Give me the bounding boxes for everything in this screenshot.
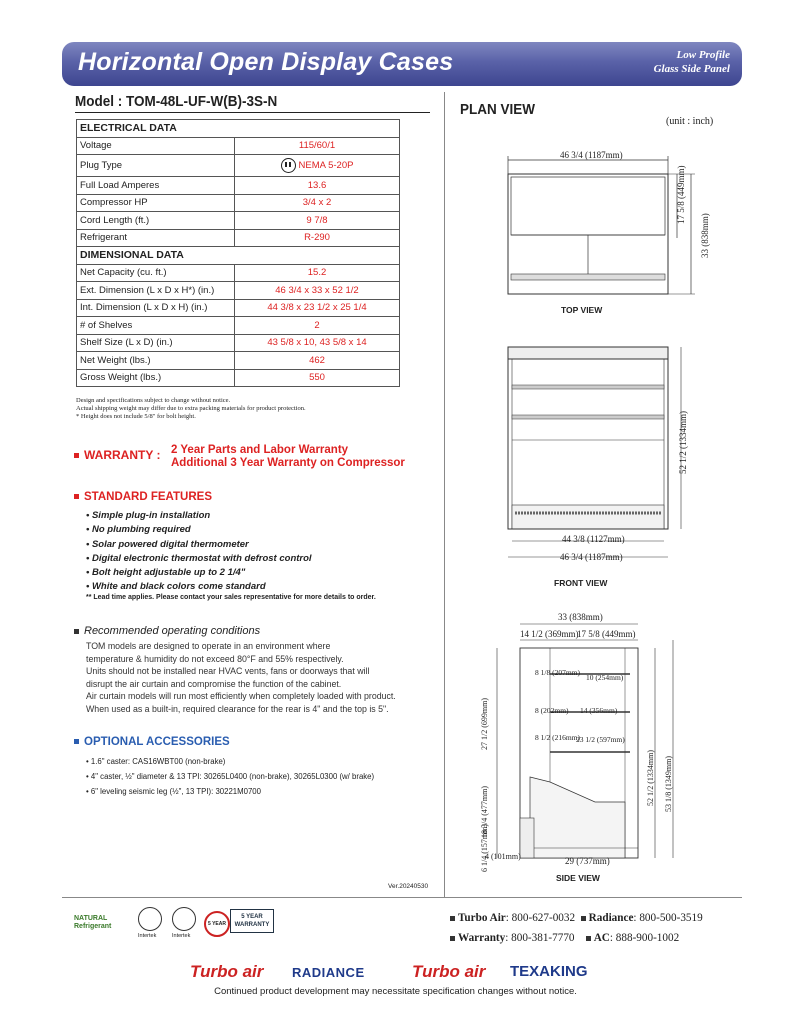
spec-label: Int. Dimension (L x D x H) (in.) xyxy=(77,299,235,317)
table-row xyxy=(77,194,400,212)
brand-logos xyxy=(190,960,610,984)
warranty-label-text: WARRANTY : xyxy=(84,448,161,462)
note-line: * Height does not include 5/8" for bolt height. xyxy=(76,413,196,420)
contact-info xyxy=(450,908,703,948)
spec-value: 44 3/8 x 23 1/2 x 25 1/4 xyxy=(235,299,400,317)
unit-label: (unit : inch) xyxy=(666,116,714,127)
plug-icon xyxy=(281,158,296,173)
top-view-label: TOP VIEW xyxy=(561,305,603,315)
dim-side-18: 18 3/4 (477mm) xyxy=(480,786,489,838)
table-row xyxy=(77,229,400,247)
dim-side-17: 17 5/8 (449mm) xyxy=(577,629,636,639)
contact-name: Warranty xyxy=(458,932,506,944)
table-row xyxy=(77,369,400,387)
dim-side-29: 29 (737mm) xyxy=(565,856,610,866)
recommended-body xyxy=(86,640,446,716)
standard-features-title xyxy=(74,491,212,503)
dim-side-53: 53 1/8 (1349mm) xyxy=(664,756,673,812)
list-item: • Digital electronic thermostat with defrost control xyxy=(86,552,312,564)
table-row xyxy=(77,334,400,352)
dim-side-8b: 8 (202mm) xyxy=(535,706,569,715)
header-subtitle-line2: Glass Side Panel xyxy=(653,63,730,75)
dim-side-33: 33 (838mm) xyxy=(558,612,603,622)
divider xyxy=(75,112,430,113)
warranty-line: 2 Year Parts and Labor Warranty xyxy=(171,444,349,456)
table-row xyxy=(77,299,400,317)
dim-top-depth-total: 33 (838mm) xyxy=(700,213,710,258)
list-item: • Bolt height adjustable up to 2 1/4" xyxy=(86,567,246,579)
dim-side-8a: 8 1/8 (207mm) xyxy=(535,668,580,677)
list-item: • Solar powered digital thermometer xyxy=(86,538,249,550)
spec-label: Gross Weight (lbs.) xyxy=(77,369,235,387)
list-item: • White and black colors come standard xyxy=(86,581,266,593)
etl-logo-icon xyxy=(138,907,162,931)
bullet-icon xyxy=(74,494,79,499)
spec-label: Full Load Amperes xyxy=(77,177,235,195)
table-row xyxy=(77,317,400,335)
natural-refrigerant-logo: NATURAL Refrigerant xyxy=(74,915,112,930)
spec-value: 9 7/8 xyxy=(235,212,400,230)
model-name: Model : TOM-48L-UF-W(B)-3S-N xyxy=(75,93,278,110)
table-row xyxy=(77,264,400,282)
spec-table xyxy=(76,119,400,387)
body-line: When used as a built-in, required clearance for the rear is 4" and the top is 5". xyxy=(86,703,389,714)
spec-value: 462 xyxy=(235,352,400,370)
certification-logos xyxy=(68,903,284,953)
spec-label: # of Shelves xyxy=(77,317,235,335)
note-line: Actual shipping weight may differ due to extra packing materials for product protection. xyxy=(76,405,306,412)
feature-note: ** Lead time applies. Please contact your sales representative for more details to order. xyxy=(86,594,376,601)
warranty-badge-icon: 5 YEAR WARRANTY xyxy=(230,909,274,933)
list-item: • 4" caster, ½" diameter & 13 TPI: 30265L0400 (non-brake), 30265L0300 (w/ brake) xyxy=(86,772,375,781)
plug-type-cell xyxy=(235,155,400,177)
dim-side-6: 6 1/4 (157mm) xyxy=(480,824,489,872)
body-line: temperature & humidity do not exceed 80°F and 55% respectively. xyxy=(86,653,344,664)
spec-value: 13.6 xyxy=(235,177,400,195)
bullet-icon xyxy=(586,936,591,941)
spec-value: 15.2 xyxy=(235,264,400,282)
optional-title xyxy=(74,736,230,748)
spec-value: 115/60/1 xyxy=(235,137,400,155)
plan-view-title: PLAN VIEW xyxy=(460,101,536,118)
top-view-drawing xyxy=(455,150,735,310)
table-row xyxy=(77,137,400,155)
texaking-logo: TEXAKING xyxy=(510,963,588,980)
spec-label: Plug Type xyxy=(77,155,235,177)
section-title: Recommended operating conditions xyxy=(84,625,261,637)
list-item: • Simple plug-in installation xyxy=(86,510,211,521)
dim-side-10: 10 (254mm) xyxy=(586,673,624,682)
dim-side-8c: 8 1/2 (216mm) xyxy=(535,733,580,742)
turbo-air-logo-2: Turbo air xyxy=(412,962,486,981)
dim-front-height: 52 1/2 (1334mm) xyxy=(678,411,688,474)
warranty-line: Additional 3 Year Warranty on Compressor xyxy=(171,457,405,469)
dim-front-int-width: 44 3/8 (1127mm) xyxy=(562,534,625,544)
spec-value: 2 xyxy=(235,317,400,335)
contact-value: : 800-500-3519 xyxy=(633,912,703,924)
table-row xyxy=(77,352,400,370)
dim-top-depth: 17 5/8 (449mm) xyxy=(676,165,686,224)
spec-label: Net Weight (lbs.) xyxy=(77,352,235,370)
intertek-label: Intertek xyxy=(138,933,157,939)
list-item: • 6" leveling seismic leg (½", 13 TPI): 30221M0700 xyxy=(86,787,261,796)
contact-row xyxy=(450,928,703,948)
feature-list xyxy=(86,509,312,595)
page-title: Horizontal Open Display Cases xyxy=(78,48,454,76)
spec-value: 3/4 x 2 xyxy=(235,194,400,212)
electrical-header: ELECTRICAL DATA xyxy=(77,120,400,138)
table-row xyxy=(77,177,400,195)
body-line: Units should not be installed near HVAC vents, fans or doorways that will xyxy=(86,666,370,677)
side-view-label: SIDE VIEW xyxy=(556,873,600,883)
contact-row xyxy=(450,908,703,928)
etl-sanitation-logo-icon xyxy=(172,907,196,931)
section-title: STANDARD FEATURES xyxy=(84,491,212,503)
contact-value: : 888-900-1002 xyxy=(609,932,680,944)
spec-label: Voltage xyxy=(77,137,235,155)
spec-label: Ext. Dimension (L x D x H*) (in.) xyxy=(77,282,235,300)
note-line: Design and specifications subject to change without notice. xyxy=(76,397,231,404)
spec-label: Compressor HP xyxy=(77,194,235,212)
spec-value: 46 3/4 x 33 x 52 1/2 xyxy=(235,282,400,300)
turbo-air-logo: Turbo air xyxy=(190,962,264,981)
contact-name: Radiance xyxy=(588,912,634,924)
header-subtitle xyxy=(654,48,730,76)
contact-name: AC xyxy=(593,932,610,944)
dim-side-14: 14 1/2 (369mm) xyxy=(520,629,579,639)
contact-name: Turbo Air xyxy=(458,912,506,924)
section-title: OPTIONAL ACCESSORIES xyxy=(84,736,230,748)
warranty-values xyxy=(171,444,405,470)
dim-side-52: 52 1/2 (1334mm) xyxy=(646,750,655,806)
table-row xyxy=(77,212,400,230)
optional-list xyxy=(86,754,374,799)
dim-top-width: 46 3/4 (1187mm) xyxy=(560,150,623,160)
spec-value: NEMA 5-20P xyxy=(298,160,354,172)
table-row xyxy=(77,282,400,300)
header-subtitle-line1: Low Profile xyxy=(676,49,730,61)
spec-value: R-290 xyxy=(235,229,400,247)
warranty-label xyxy=(74,448,160,462)
front-view-drawing xyxy=(455,335,735,567)
recommended-title xyxy=(74,625,260,637)
radiance-logo: RADIANCE xyxy=(292,965,365,980)
footer-divider xyxy=(62,897,742,898)
contact-value: : 800-381-7770 xyxy=(505,932,575,944)
five-year-seal-icon: 5 YEAR xyxy=(204,911,230,937)
bullet-icon xyxy=(581,916,586,921)
body-line: Air curtain models will run most efficiently when completely loaded with product. xyxy=(86,691,396,702)
front-view-label: FRONT VIEW xyxy=(554,578,608,588)
dim-side-27: 27 1/2 (699mm) xyxy=(480,698,489,750)
dim-side-23: 23 1/2 (597mm) xyxy=(576,735,625,744)
footer-notice: Continued product development may necessitate specification changes without notice. xyxy=(214,986,577,997)
bullet-icon xyxy=(74,453,79,458)
bullet-icon xyxy=(74,739,79,744)
bullet-icon xyxy=(450,936,455,941)
body-line: disrupt the air curtain and compromise the function of the cabinet. xyxy=(86,678,342,689)
spec-notes xyxy=(76,397,306,421)
spec-label: Refrigerant xyxy=(77,229,235,247)
contact-value: : 800-627-0032 xyxy=(505,912,576,924)
spec-label: Shelf Size (L x D) (in.) xyxy=(77,334,235,352)
dim-side-14b: 14 (356mm) xyxy=(580,706,618,715)
spec-label: Net Capacity (cu. ft.) xyxy=(77,264,235,282)
dimensional-header: DIMENSIONAL DATA xyxy=(77,247,400,265)
table-row xyxy=(77,155,400,177)
spec-value: 550 xyxy=(235,369,400,387)
bullet-icon xyxy=(450,916,455,921)
header-banner xyxy=(62,42,742,86)
dim-front-width: 46 3/4 (1187mm) xyxy=(560,552,623,562)
intertek-label-2: Intertek xyxy=(172,933,191,939)
spec-label: Cord Length (ft.) xyxy=(77,212,235,230)
dim-side-4: 4 (101mm) xyxy=(485,852,521,861)
column-divider xyxy=(444,92,445,897)
body-line: TOM models are designed to operate in an environment where xyxy=(86,641,331,651)
list-item: • 1.6" caster: CAS16WBT00 (non-brake) xyxy=(86,757,226,766)
list-item: • No plumbing required xyxy=(86,524,191,536)
version-label: Ver.20240530 xyxy=(388,883,429,890)
bullet-icon xyxy=(74,629,79,634)
spec-value: 43 5/8 x 10, 43 5/8 x 14 xyxy=(235,334,400,352)
